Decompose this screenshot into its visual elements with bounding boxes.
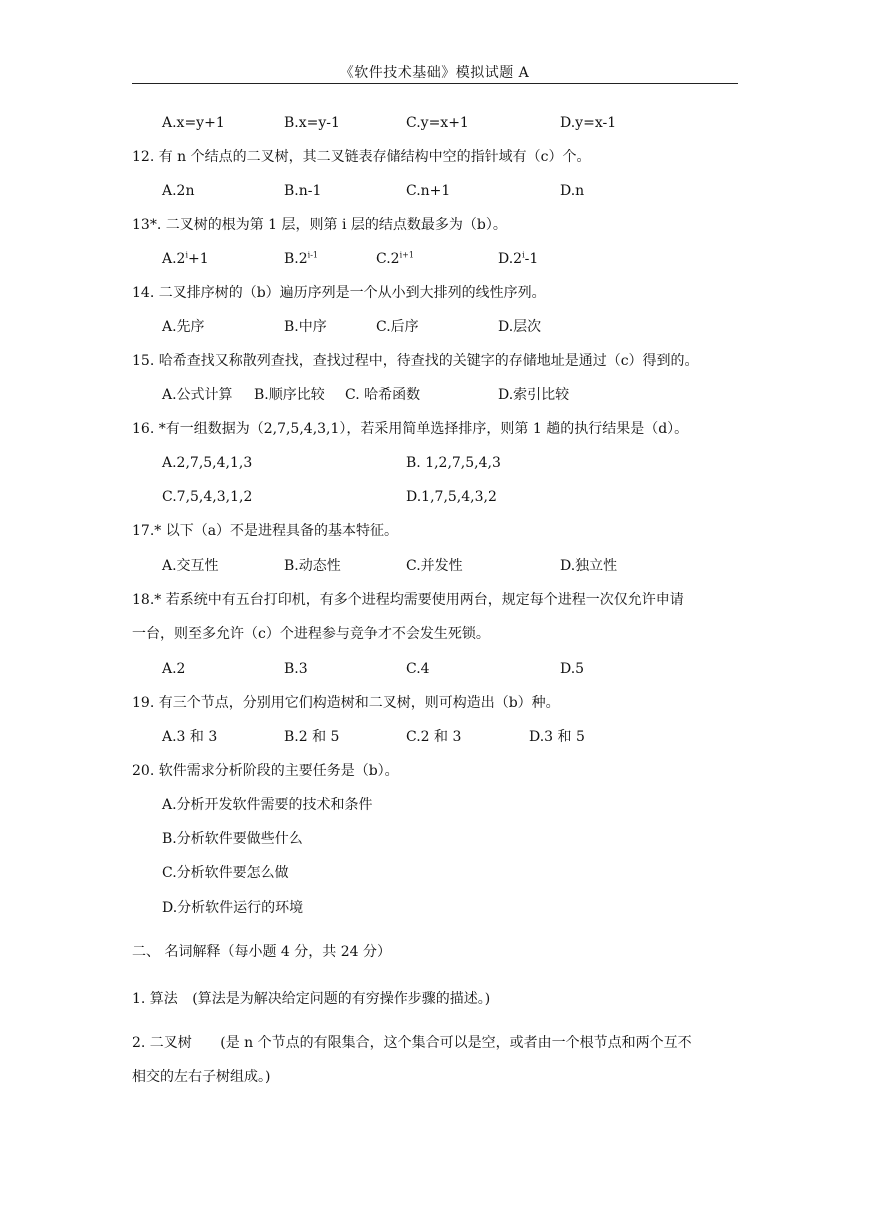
q17-option-a: A.交互性 (162, 558, 219, 574)
definition-1 (132, 990, 490, 1008)
q13-c-exp: i+1 (399, 250, 414, 260)
q12-question: 12. 有 n 个结点的二叉树，其二叉链表存储结构中空的指针域有（c）个。 (132, 149, 591, 165)
q13-a-tail: +1 (188, 251, 209, 267)
definition-2 (132, 1034, 692, 1052)
q12-options (0, 182, 869, 200)
q17-option-b: B.动态性 (284, 558, 341, 574)
q11-option-b: B.x=y-1 (284, 115, 340, 131)
q18-option-a: A.2 (162, 661, 186, 677)
definition-2-text: (是 n 个节点的有限集合，这个集合可以是空，或者由一个根节点和两个互不 (220, 1035, 692, 1051)
q19-option-b: B.2 和 5 (284, 729, 340, 745)
q16-option-d: D.1,7,5,4,3,2 (406, 489, 497, 505)
definition-2-term: 2. 二叉树 (132, 1035, 192, 1051)
q13-option-d (498, 250, 538, 268)
q15-option-b: B.顺序比较 (254, 387, 325, 403)
definition-1-text: (算法是为解决给定问题的有穷操作步骤的描述。) (192, 991, 491, 1007)
q15-question: 15. 哈希查找又称散列查找，查找过程中，待查找的关键字的存储地址是通过（c）得到的。 (132, 353, 699, 369)
q14-question: 14. 二叉排序树的（b）遍历序列是一个从小到大排列的线性序列。 (132, 285, 546, 301)
q13-option-c (376, 250, 414, 268)
q13-option-a (162, 250, 209, 268)
q16-option-c: C.7,5,4,3,1,2 (162, 489, 253, 505)
q17-question: 17.* 以下（a）不是进程具备的基本特征。 (132, 523, 399, 539)
q13-d-tail: -1 (524, 251, 539, 267)
q18-option-d: D.5 (560, 661, 585, 677)
section2-heading: 二、 名词解释（每小题 4 分，共 24 分） (132, 944, 391, 960)
q11-option-c: C.y=x+1 (406, 115, 469, 131)
q17-option-d: D.独立性 (560, 558, 618, 574)
q12-option-a: A.2n (162, 183, 195, 199)
q13-question: 13*. 二叉树的根为第 1 层，则第 i 层的结点数最多为（b）。 (132, 217, 507, 233)
q18-options (0, 660, 869, 678)
q12-option-d: D.n (560, 183, 585, 199)
q19-options (0, 728, 869, 746)
q14-option-c: C.后序 (376, 319, 419, 335)
q19-option-a: A.3 和 3 (162, 729, 218, 745)
definition-2-cont: 相交的左右子树组成。) (132, 1069, 271, 1085)
q13-options (0, 250, 869, 268)
q13-a-base: A.2 (162, 251, 186, 267)
q16-options-row2 (0, 488, 869, 506)
q16-question: 16. *有一组数据为（2,7,5,4,3,1），若采用简单选择排序，则第 1 趟的执行结果是（d）。 (132, 421, 689, 437)
q15-options (0, 386, 869, 404)
q16-option-b: B. 1,2,7,5,4,3 (406, 455, 501, 471)
q19-option-d: D.3 和 5 (529, 729, 585, 745)
q18-option-c: C.4 (406, 661, 430, 677)
q20-option-b: B.分析软件要做些什么 (162, 831, 303, 847)
q15-option-d: D.索引比较 (498, 387, 570, 403)
q20-option-a: A.分析开发软件需要的技术和条件 (162, 797, 373, 813)
q13-a-exp: i (185, 250, 189, 260)
q19-option-c: C.2 和 3 (406, 729, 462, 745)
q15-option-c: C. 哈希函数 (345, 387, 421, 403)
q12-option-c: C.n+1 (406, 183, 451, 199)
q14-options (0, 318, 869, 336)
q17-options (0, 557, 869, 575)
q13-option-b (284, 250, 318, 268)
q13-d-exp: i (522, 250, 525, 260)
q18-question-line1: 18.* 若系统中有五台打印机，有多个进程均需要使用两台，规定每个进程一次仅允许申请 (132, 592, 684, 608)
q18-question-line2: 一台，则至多允许（c）个进程参与竞争才不会发生死锁。 (132, 626, 490, 642)
q11-option-a: A.x=y+1 (162, 115, 225, 131)
q12-option-b: B.n-1 (284, 183, 322, 199)
header-rule (132, 83, 738, 84)
q20-option-d: D.分析软件运行的环境 (162, 900, 304, 916)
q14-option-d: D.层次 (498, 319, 542, 335)
page-header-title: 《软件技术基础》模拟试题 A (339, 65, 530, 81)
q16-option-a: A.2,7,5,4,1,3 (162, 455, 253, 471)
q19-question: 19. 有三个节点，分别用它们构造树和二叉树，则可构造出（b）种。 (132, 695, 560, 711)
q17-option-c: C.并发性 (406, 558, 463, 574)
q13-d-base: D.2 (498, 251, 523, 267)
q16-options-row1 (0, 454, 869, 472)
q13-b-base: B.2 (284, 251, 308, 267)
q20-question: 20. 软件需求分析阶段的主要任务是（b）。 (132, 763, 399, 779)
q14-option-a: A.先序 (162, 319, 205, 335)
definition-1-term: 1. 算法 (132, 991, 178, 1007)
q13-c-base: C.2 (376, 251, 400, 267)
q18-option-b: B.3 (284, 661, 308, 677)
q20-option-c: C.分析软件要怎么做 (162, 865, 289, 881)
q11-option-d: D.y=x-1 (560, 115, 617, 131)
q15-option-a: A.公式计算 (162, 387, 233, 403)
q11-options (0, 114, 869, 132)
q14-option-b: B.中序 (284, 319, 327, 335)
q13-b-exp: i-1 (307, 250, 319, 260)
